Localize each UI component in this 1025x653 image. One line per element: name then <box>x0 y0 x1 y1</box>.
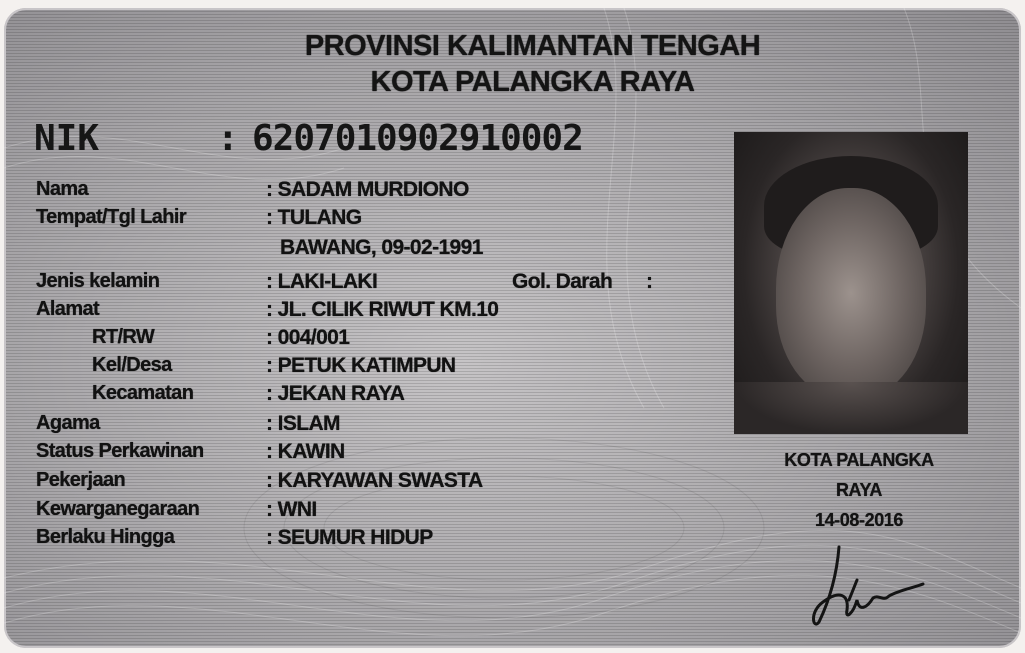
signature <box>809 542 929 632</box>
field-value-pekerjaan: : KARYAWAN SWASTA <box>266 469 483 492</box>
field-label-berlaku-hingga: Berlaku Hingga <box>36 526 175 548</box>
field-label-rtrw: RT/RW <box>92 326 155 348</box>
field-value-jenis-kelamin: : LAKI-LAKI <box>266 270 378 293</box>
field-value-kewarganegaraan: : WNI <box>266 498 317 521</box>
field-label-ttl: Tempat/Tgl Lahir <box>36 206 187 228</box>
nik-separator: : <box>217 118 239 159</box>
province-title: PROVINSI KALIMANTAN TENGAH <box>304 30 761 62</box>
nik-label: NIK <box>34 118 100 159</box>
issued-date: 14-08-2016 <box>814 510 904 530</box>
field-label-status-perkawinan: Status Perkawinan <box>36 440 204 462</box>
field-value-status-perkawinan: : KAWIN <box>266 440 345 463</box>
field-label-pekerjaan: Pekerjaan <box>36 469 126 491</box>
field-value-rtrw: : 004/001 <box>266 326 350 349</box>
field-value-gol-darah: : <box>646 270 653 293</box>
field-value-nama: : SADAM MURDIONO <box>266 178 469 201</box>
field-value-alamat: : JL. CILIK RIWUT KM.10 <box>266 298 499 321</box>
id-card <box>4 8 1021 648</box>
field-value-berlaku-hingga: : SEUMUR HIDUP <box>266 526 433 549</box>
issued-place-line1: KOTA PALANGKA <box>784 450 934 470</box>
field-value-ttl-cont: BAWANG, 09-02-1991 <box>280 236 483 259</box>
field-value-kecamatan: : JEKAN RAYA <box>266 382 405 405</box>
field-label-gol-darah: Gol. Darah <box>512 270 613 293</box>
nik-value: 6207010902910002 <box>252 118 583 159</box>
holder-photo <box>734 132 968 434</box>
field-label-kecamatan: Kecamatan <box>92 382 194 404</box>
field-label-jenis-kelamin: Jenis kelamin <box>36 270 160 292</box>
field-value-kel-desa: : PETUK KATIMPUN <box>266 354 456 377</box>
field-label-agama: Agama <box>36 412 100 434</box>
field-label-kel-desa: Kel/Desa <box>92 354 172 376</box>
city-title: KOTA PALANGKA RAYA <box>370 66 695 98</box>
field-label-alamat: Alamat <box>36 298 100 320</box>
field-label-kewarganegaraan: Kewarganegaraan <box>36 498 200 520</box>
issued-place-line2: RAYA <box>835 480 883 500</box>
field-value-agama: : ISLAM <box>266 412 340 435</box>
field-label-nama: Nama <box>36 178 89 200</box>
field-value-ttl: : TULANG <box>266 206 362 229</box>
